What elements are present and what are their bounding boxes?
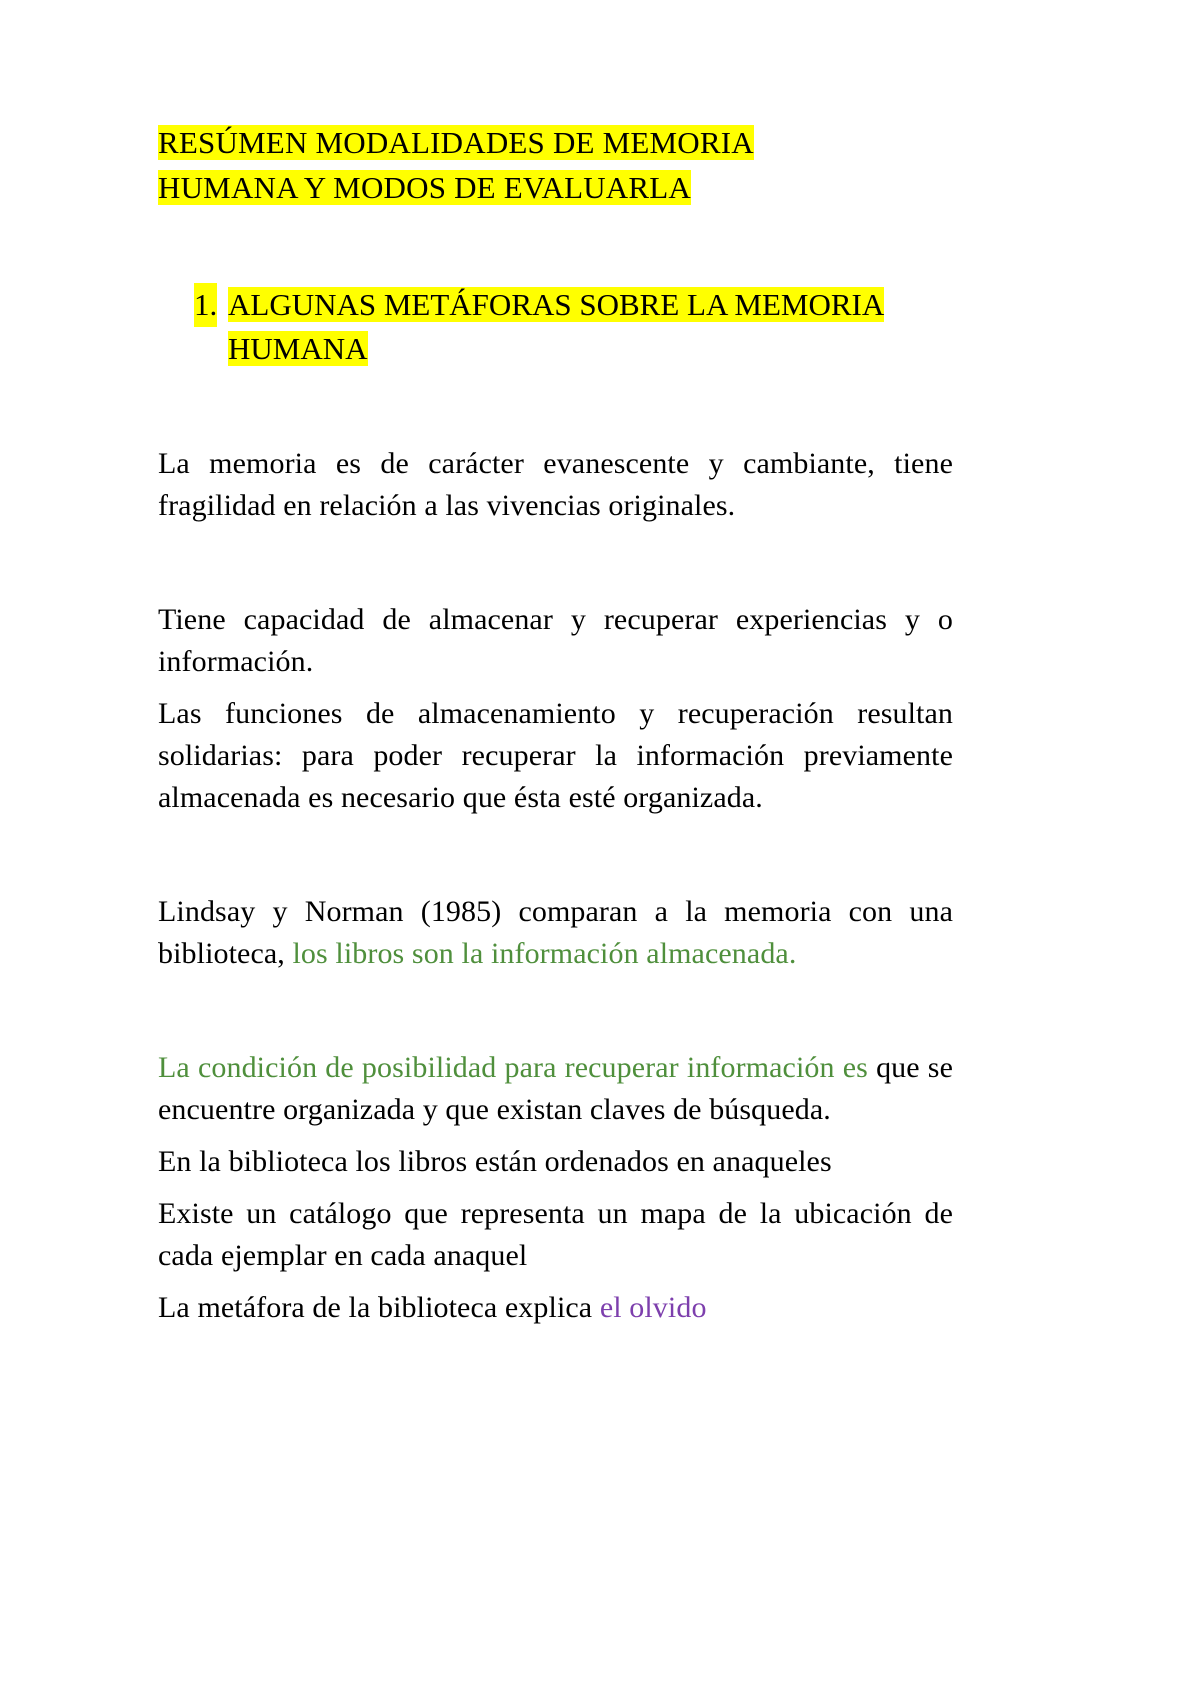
section-heading-number: 1. [194, 283, 217, 327]
paragraph-metafora-olvido [158, 1287, 953, 1329]
section-heading-1 [158, 283, 954, 371]
paragraph-condicion-posibilidad [158, 1047, 953, 1131]
lindsay-norman-green-text: los libros son la información almacenada. [284, 936, 797, 970]
lindsay-norman-black-text: Lindsay y Norman (1985) comparan a la memoria con una biblioteca, [158, 894, 953, 970]
document-title [158, 120, 953, 211]
metafora-purple-text: el olvido [592, 1290, 707, 1324]
document-title-line-2: HUMANA Y MODOS DE EVALUARLA [158, 170, 691, 206]
paragraph-libros-anaqueles: En la biblioteca los libros están ordenados en anaqueles [158, 1144, 832, 1178]
spacer [158, 683, 950, 693]
spacer [158, 975, 950, 1047]
spacer [158, 527, 950, 599]
section-heading-line-2: HUMANA [228, 330, 368, 366]
metafora-black-text: La metáfora de la biblioteca explica [158, 1290, 593, 1324]
paragraph-capacidad-almacenar: Tiene capacidad de almacenar y recuperar experiencias y o información. [158, 602, 953, 678]
section-heading-line-1: ALGUNAS METÁFORAS SOBRE LA MEMORIA [228, 286, 885, 322]
spacer [158, 1131, 950, 1141]
spacer [158, 819, 950, 891]
paragraph-catalogo-mapa: Existe un catálogo que representa un mapa de la ubicación de cada ejemplar en cada anaquel [158, 1196, 953, 1272]
spacer [158, 1183, 950, 1193]
spacer [158, 1277, 950, 1287]
paragraph-memoria-evanescente: La memoria es de carácter evanescente y cambiante, tiene fragilidad en relación a las vivencias originales. [158, 446, 953, 522]
paragraph-lindsay-norman [158, 891, 953, 975]
paragraph-funciones-almacenamiento: Las funciones de almacenamiento y recuperación resultan solidarias: para poder recuperar la información previamente almacenada es necesario que ésta esté organizada. [158, 696, 953, 814]
condicion-black-text: que se encuentre organizada y que existan claves de búsqueda. [158, 1050, 953, 1126]
document-title-line-1: RESÚMEN MODALIDADES DE MEMORIA [158, 125, 754, 160]
condicion-green-text: La condición de posibilidad para recuperar información es [158, 1050, 868, 1084]
spacer [158, 371, 950, 443]
